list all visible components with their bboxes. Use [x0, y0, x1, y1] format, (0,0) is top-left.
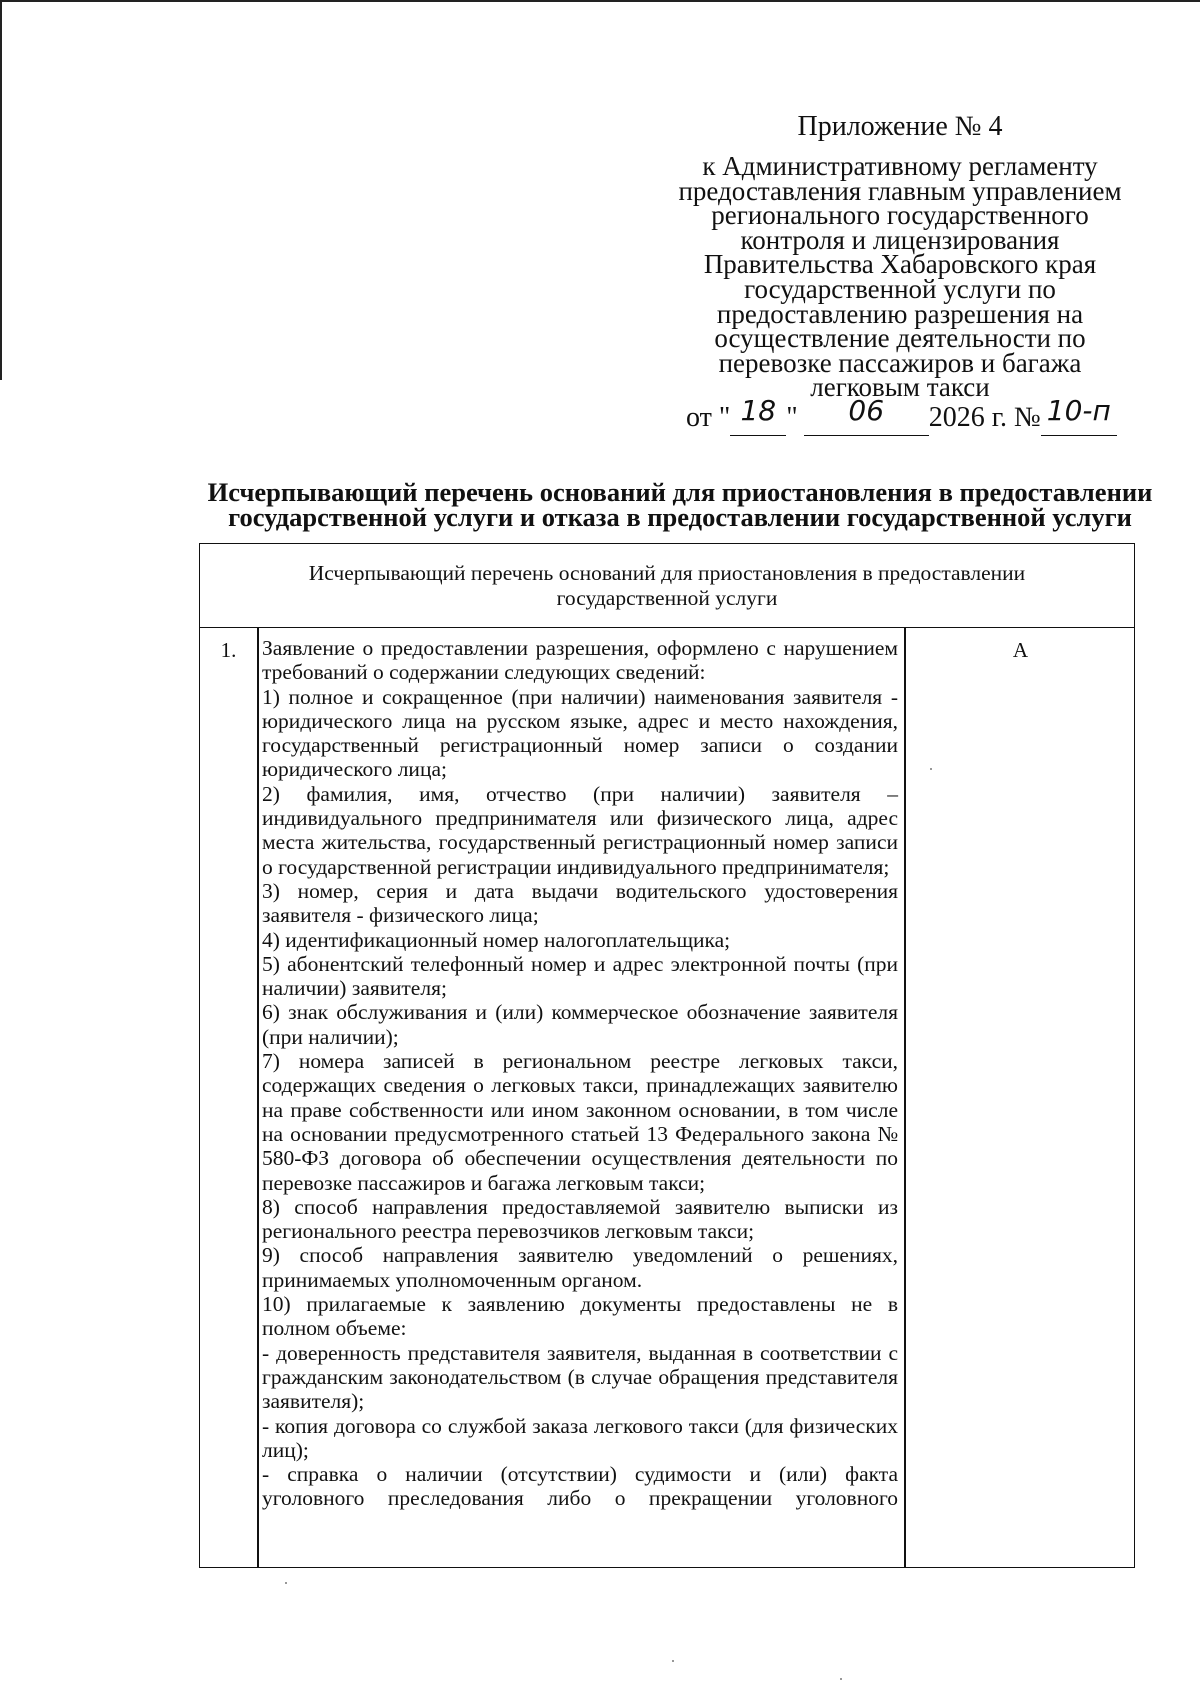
table-header-line: Исчерпывающий перечень оснований для приостановления в предоставлении [308, 560, 1026, 585]
scan-edge [0, 0, 2, 380]
dateline-quote: " [786, 402, 798, 433]
appendix-block [660, 111, 1140, 403]
scan-speck [672, 1660, 674, 1662]
column-divider [257, 628, 259, 1567]
handwritten-number: 10-п [1046, 394, 1111, 427]
grounds-table [199, 543, 1135, 1568]
document-title-line: Исчерпывающий перечень оснований для приостановления в предоставлении [207, 477, 1153, 507]
row-number: 1. [220, 638, 237, 662]
row-paragraph: 5) абонентский телефонный номер и адрес электронной почты (при наличии) заявителя; [262, 951, 898, 1001]
appendix-line: Правительства Хабаровского края [703, 249, 1097, 280]
number-blank [1041, 394, 1117, 436]
appendix-number: Приложение № 4 [797, 111, 1003, 142]
row-paragraph: Заявление о предоставлении разрешения, оформлено с нарушением требований о содержании следующих сведений: [262, 636, 898, 685]
scan-edge [0, 0, 1200, 2]
scan-speck [930, 768, 932, 770]
scan-speck [840, 1678, 842, 1680]
appendix-line: осуществление деятельности по [714, 323, 1086, 354]
month-blank [804, 394, 929, 436]
handwritten-day: 18 [740, 394, 777, 427]
scan-speck [285, 1582, 287, 1584]
appendix-line: регионального государственного [711, 200, 1089, 231]
row-paragraph: 1) полное и сокращенное (при наличии) наименования заявителя - юридического лица на русском языке, адрес и место нахождения, государственный регистрационный номер записи о создании юридического лица; [262, 684, 898, 782]
appendix-line: предоставлению разрешения на [716, 298, 1084, 329]
appendix-line: предоставления главным управлением [678, 175, 1122, 206]
appendix-line: государственной услуги по [744, 273, 1056, 304]
appendix-line: перевозке пассажиров и багажа [718, 347, 1082, 378]
row-paragraph: 3) номер, серия и дата выдачи водительского удостоверения заявителя - физического лица; [262, 878, 898, 928]
row-paragraph: 6) знак обслуживания и (или) коммерческое обозначение заявителя (при наличии); [262, 1000, 898, 1049]
row-paragraph: - доверенность представителя заявителя, выданная в соответствии с гражданским законодательством (в случае обращения представителя заявителя); [262, 1340, 898, 1414]
row-paragraph: 4) идентификационный номер налогоплательщика; [262, 927, 731, 952]
appendix-line: легковым такси [810, 372, 990, 403]
row-paragraph: 2) фамилия, имя, отчество (при наличии) заявителя – индивидуального предпринимателя или физического лица, адрес места жительства, государственный регистрационный номер записи о государственной регистрации индивидуального предпринимателя; [262, 781, 898, 879]
row-paragraph: 10) прилагаемые к заявлению документы предоставлены не в полном объеме: [262, 1292, 898, 1341]
day-blank [730, 394, 786, 436]
row-paragraph: - копия договора со службой заказа легкового такси (для физических лиц); [262, 1413, 898, 1462]
document-title-line: государственной услуги и отказа в предоставлении государственной услуги [228, 502, 1132, 532]
row-paragraph: 8) способ направления предоставляемой заявителю выписки из регионального реестра перевозчиков легковым такси; [262, 1194, 898, 1244]
handwritten-month: 06 [848, 394, 885, 427]
table-header [200, 544, 1134, 628]
document-title [190, 477, 1170, 532]
row-code: А [1012, 638, 1029, 662]
row-paragraph: 7) номера записей в региональном реестре легковых такси, содержащих сведения о легковых такси, принадлежащих заявителю на праве собственности или ином законном основании, в том числе на основании предусмотренного статьей 13 Федерального закона № 580-ФЗ договора об обеспечении осуществления деятельности по перевозке пассажиров и багажа легковым такси; [262, 1049, 898, 1195]
dateline-year: 2026 г. № [928, 402, 1041, 433]
dateline-prefix: от " [686, 402, 731, 433]
row-paragraph: 9) способ направления заявителю уведомлений о решениях, принимаемых уполномоченным органом. [262, 1243, 898, 1292]
row-paragraph: - справка о наличии (отсутствии) судимости и (или) факта уголовного преследования либо о прекращении уголовного [262, 1462, 898, 1511]
appendix-line: контроля и лицензирования [740, 224, 1060, 255]
row-text [262, 636, 898, 1511]
column-divider [904, 628, 906, 1567]
approval-dateline [686, 394, 1146, 436]
appendix-line: к Административному регламенту [702, 151, 1098, 181]
table-header-line: государственной услуги [556, 585, 778, 610]
